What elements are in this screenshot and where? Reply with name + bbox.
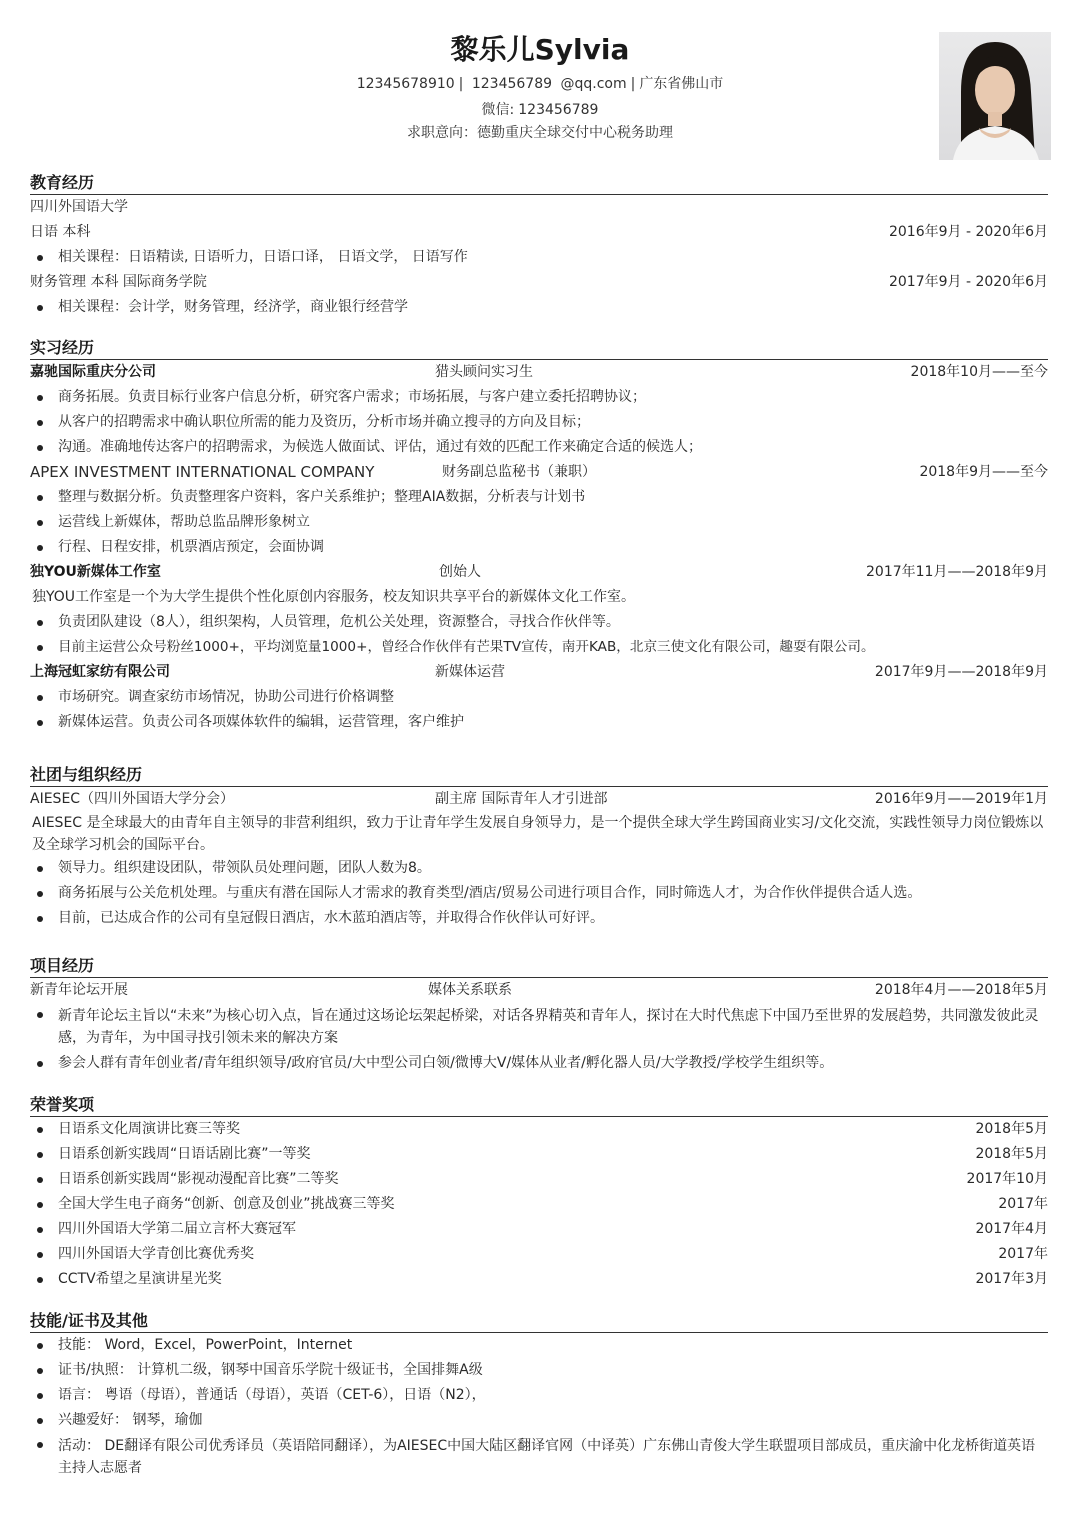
date: 2018年4月——2018年5月 bbox=[874, 982, 1048, 998]
award-item bbox=[30, 1217, 1048, 1242]
skill-item: 技能： Word，Excel，PowerPoint，Internet bbox=[30, 1333, 1048, 1358]
contact-line bbox=[0, 73, 1080, 93]
candidate-name: 黎乐儿Sylvia bbox=[450, 33, 630, 66]
award-date: 2017年3月 bbox=[975, 1271, 1048, 1287]
award-item bbox=[30, 1142, 1048, 1167]
section-title: 荣誉奖项 bbox=[30, 1094, 1048, 1117]
skill-item: 证书/执照： 计算机二级，钢琴中国音乐学院十级证书，全国排舞A级 bbox=[30, 1358, 1048, 1383]
wechat-id: 123456789 bbox=[518, 102, 599, 118]
school-name: 四川外国语大学 bbox=[30, 199, 128, 215]
job-row bbox=[30, 560, 1048, 585]
location: 广东省佛山市 bbox=[639, 76, 724, 92]
award-date: 2018年5月 bbox=[975, 1146, 1048, 1162]
list-item: 沟通。准确地传达客户的招聘需求，为候选人做面试、评估，通过有效的匹配工作来确定合适的候选人； bbox=[30, 435, 1048, 460]
award-name: 日语系文化周演讲比赛三等奖 bbox=[58, 1121, 240, 1137]
award-item bbox=[30, 1167, 1048, 1192]
list-item: 新青年论坛主旨以“未来”为核心切入点，旨在通过这场论坛架起桥梁，对话各界精英和青年人，探讨在大时代焦虑下中国乃至世界的发展趋势，共同激发彼此灵感，为青年，为中国寻找引领未来的解决方案 bbox=[30, 1003, 1048, 1051]
award-item bbox=[30, 1192, 1048, 1217]
org-row bbox=[30, 787, 1048, 812]
list-item: 领导力。组织建设团队，带领队员处理问题，团队人数为8。 bbox=[30, 856, 1048, 881]
org-description: AIESEC 是全球最大的由青年自主领导的非营利组织，致力于让青年学生发展自身领导力，是一个提供全球大学生跨国商业实习/文化交流，实践性领导力岗位锻炼以及全球学习机会的国际平台。 bbox=[32, 815, 1044, 853]
list-item: 负责团队建设（8人），组织架构，人员管理，危机公关处理，资源整合，寻找合作伙伴等。 bbox=[30, 610, 1048, 635]
award-date: 2018年5月 bbox=[975, 1121, 1048, 1137]
skill-item: 活动： DE翻译有限公司优秀译员（英语陪同翻译），为AIESEC中国大陆区翻译官网（中译英）广东佛山青俊大学生联盟项目部成员，重庆渝中化龙桥街道英语主持人志愿者 bbox=[30, 1433, 1048, 1481]
profile-photo bbox=[939, 32, 1051, 160]
email: @qq.com bbox=[560, 76, 627, 92]
internship-section bbox=[30, 337, 1048, 735]
project-row bbox=[30, 978, 1048, 1003]
job-row bbox=[30, 360, 1048, 385]
list-item: 运营线上新媒体，帮助总监品牌形象树立 bbox=[30, 510, 1048, 535]
date: 2017年9月——2018年9月 bbox=[874, 664, 1048, 680]
studio-description: 独YOU工作室是一个为大学生提供个性化原创内容服务，校友知识共享平台的新媒体文化工作室。 bbox=[32, 589, 636, 605]
company: APEX INVESTMENT INTERNATIONAL COMPANY bbox=[30, 463, 375, 481]
award-name: 四川外国语大学青创比赛优秀奖 bbox=[58, 1246, 254, 1262]
award-date: 2017年10月 bbox=[966, 1171, 1048, 1187]
date: 2016年9月 - 2020年6月 bbox=[888, 224, 1048, 240]
list-item: 商务拓展与公关危机处理。与重庆有潜在国际人才需求的教育类型/酒店/贸易公司进行项目合作，同时筛选人才，为合作伙伴提供合适人选。 bbox=[30, 881, 1048, 906]
organization: AIESEC（四川外国语大学分会） bbox=[30, 791, 235, 807]
qq-number: 123456789 bbox=[471, 76, 553, 92]
date: 2017年11月——2018年9月 bbox=[866, 564, 1048, 580]
company: 嘉驰国际重庆分公司 bbox=[30, 364, 156, 380]
courses: 相关课程：会计学，财务管理，经济学，商业银行经营学 bbox=[30, 295, 1048, 320]
date: 2016年9月——2019年1月 bbox=[874, 791, 1048, 807]
role: 副主席 国际青年人才引进部 bbox=[435, 791, 608, 807]
award-date: 2017年 bbox=[998, 1246, 1048, 1262]
award-date: 2017年4月 bbox=[975, 1221, 1048, 1237]
job-row bbox=[30, 460, 1048, 485]
role: 财务副总监秘书（兼职） bbox=[442, 464, 596, 480]
separator: | bbox=[458, 76, 464, 92]
list-item: 整理与数据分析。负责整理客户资料，客户关系维护；整理AIA数据，分析表与计划书 bbox=[30, 485, 1048, 510]
date: 2017年9月 - 2020年6月 bbox=[888, 274, 1048, 290]
awards-section bbox=[30, 1094, 1048, 1292]
list-item: 商务拓展。负责目标行业客户信息分析，研究客户需求；市场拓展，与客户建立委托招聘协议； bbox=[30, 385, 1048, 410]
award-name: CCTV希望之星演讲星光奖 bbox=[58, 1271, 222, 1287]
company: 上海冠虹家纺有限公司 bbox=[30, 664, 170, 680]
date: 2018年10月——至今 bbox=[910, 364, 1048, 380]
courses: 相关课程：日语精读, 日语听力，日语口译， 日语文学， 日语写作 bbox=[30, 245, 1048, 270]
job-objective: 求职意向：德勤重庆全球交付中心税务助理 bbox=[407, 125, 673, 141]
separator: | bbox=[630, 76, 636, 92]
role: 媒体关系联系 bbox=[428, 982, 512, 998]
award-item bbox=[30, 1117, 1048, 1142]
project-section bbox=[30, 955, 1048, 1076]
award-item bbox=[30, 1267, 1048, 1292]
section-title: 教育经历 bbox=[30, 172, 1048, 195]
degree: 日语 本科 bbox=[30, 224, 91, 240]
job-row bbox=[30, 660, 1048, 685]
list-item: 目前，已达成合作的公司有皇冠假日酒店，水木蓝珀酒店等，并取得合作伙伴认可好评。 bbox=[30, 906, 1048, 931]
award-date: 2017年 bbox=[998, 1196, 1048, 1212]
list-item: 市场研究。调查家纺市场情况，协助公司进行价格调整 bbox=[30, 685, 1048, 710]
award-name: 全国大学生电子商务“创新、创意及创业”挑战赛三等奖 bbox=[58, 1196, 395, 1212]
section-title: 社团与组织经历 bbox=[30, 764, 1048, 787]
company: 独YOU新媒体工作室 bbox=[30, 564, 161, 580]
list-item: 从客户的招聘需求中确认职位所需的能力及资历，分析市场并确立搜寻的方向及目标； bbox=[30, 410, 1048, 435]
award-item bbox=[30, 1242, 1048, 1267]
list-item: 目前主运营公众号粉丝1000+，平均浏览量1000+，曾经合作伙伴有芒果TV宣传，南开KAB，北京三使文化有限公司，趣耍有限公司。 bbox=[30, 635, 1048, 660]
award-name: 日语系创新实践周“影视动漫配音比赛”二等奖 bbox=[58, 1171, 339, 1187]
club-section bbox=[30, 764, 1048, 931]
list-item: 行程、日程安排，机票酒店预定，会面协调 bbox=[30, 535, 1048, 560]
phone: 12345678910 bbox=[356, 76, 455, 92]
project-name: 新青年论坛开展 bbox=[30, 982, 128, 998]
date: 2018年9月——至今 bbox=[919, 464, 1048, 480]
degree-row bbox=[30, 220, 1048, 245]
degree: 财务管理 本科 国际商务学院 bbox=[30, 274, 207, 290]
role: 创始人 bbox=[439, 564, 481, 580]
section-title: 项目经历 bbox=[30, 955, 1048, 978]
skill-item: 兴趣爱好： 钢琴，瑜伽 bbox=[30, 1408, 1048, 1433]
list-item: 新媒体运营。负责公司各项媒体软件的编辑，运营管理，客户维护 bbox=[30, 710, 1048, 735]
section-title: 实习经历 bbox=[30, 337, 1048, 360]
section-title: 技能/证书及其他 bbox=[30, 1310, 1048, 1333]
degree-row bbox=[30, 270, 1048, 295]
award-name: 日语系创新实践周“日语话剧比赛”一等奖 bbox=[58, 1146, 311, 1162]
school-row bbox=[30, 195, 1048, 220]
skills-section bbox=[30, 1310, 1048, 1481]
list-item: 参会人群有青年创业者/青年组织领导/政府官员/大中型公司白领/微博大V/媒体从业者/孵化器人员/大学教授/学校学生组织等。 bbox=[30, 1051, 1048, 1076]
role: 新媒体运营 bbox=[435, 664, 505, 680]
award-name: 四川外国语大学第二届立言杯大赛冠军 bbox=[58, 1221, 296, 1237]
role: 猎头顾问实习生 bbox=[435, 364, 533, 380]
wechat-label: 微信: bbox=[481, 102, 515, 118]
skill-item: 语言： 粤语（母语），普通话（母语），英语（CET-6），日语（N2）， bbox=[30, 1383, 1048, 1408]
wechat-line bbox=[0, 99, 1080, 119]
education-section bbox=[30, 172, 1048, 320]
